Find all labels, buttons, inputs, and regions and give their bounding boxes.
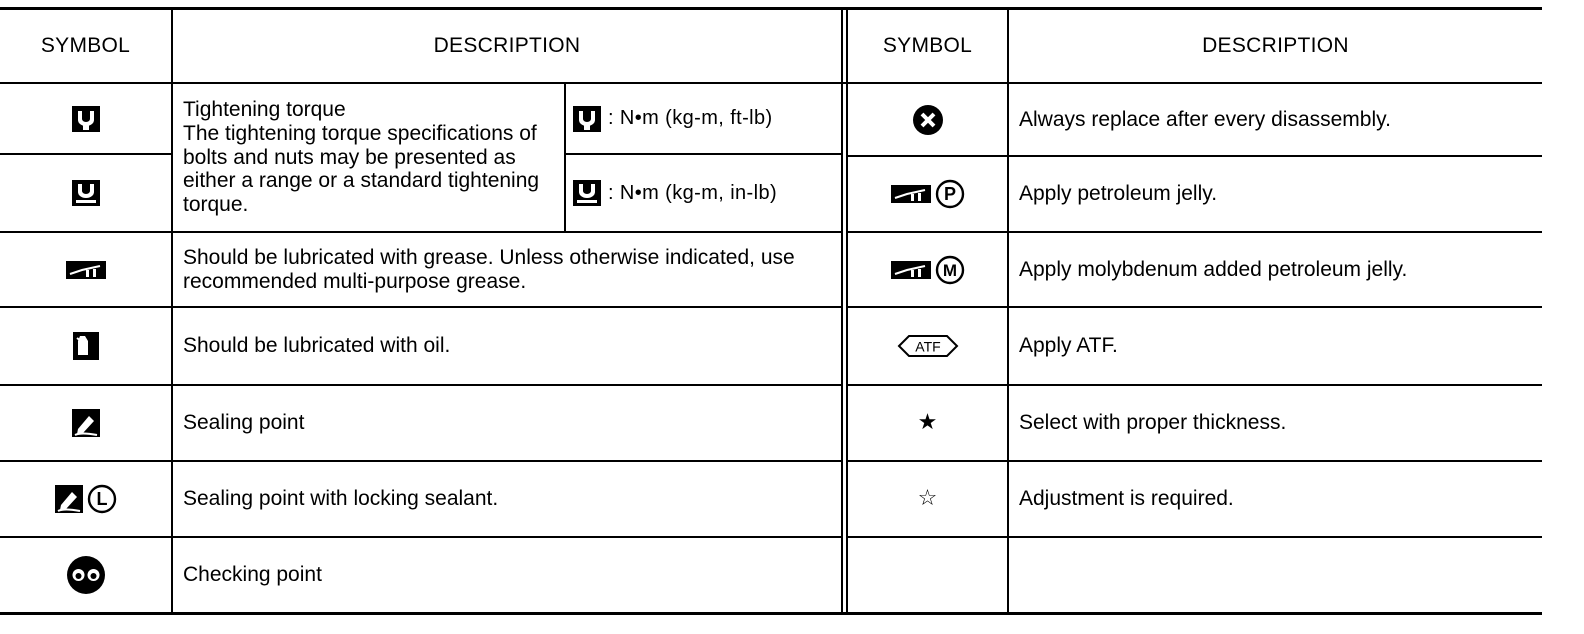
grease-icon xyxy=(66,261,106,279)
circled-letter-icon xyxy=(87,484,117,514)
molybdenum-symbol xyxy=(848,233,1007,306)
circled-letter-icon xyxy=(935,255,965,285)
sealing-locking-description: Sealing point with locking sealant. xyxy=(183,487,499,511)
torque-wrench-ft-lb-small-icon xyxy=(572,105,602,133)
circled-letter-p: P xyxy=(943,184,956,204)
sealant-icon xyxy=(72,409,100,437)
sealant-locking-icon xyxy=(55,485,83,513)
filled-star-icon: ★ xyxy=(917,410,938,436)
center-double-line xyxy=(841,8,843,614)
petroleum-description: Apply petroleum jelly. xyxy=(1019,182,1218,206)
left-description-header: DESCRIPTION xyxy=(433,34,581,58)
replace-description: Always replace after every disassembly. xyxy=(1019,107,1391,131)
atf-symbol xyxy=(848,308,1007,384)
sealing-symbol xyxy=(0,386,171,460)
circled-letter-m: M xyxy=(942,260,957,280)
grease-petroleum-icon xyxy=(891,185,931,203)
torque-wrench-in-lb-small-icon xyxy=(572,179,602,207)
molybdenum-description: Apply molybdenum added petroleum jelly. xyxy=(1019,257,1408,281)
outline-star-symbol xyxy=(848,462,1007,536)
torque-wrench-in-lb-icon xyxy=(71,179,101,207)
atf-icon xyxy=(897,334,959,358)
torque-ft-lb-symbol xyxy=(0,84,171,153)
torque-description-text: Tightening torque The tightening torque specifications of bolts and nuts may be presented as either a range or a standard tightening torque. xyxy=(183,97,540,217)
checking-symbol xyxy=(0,538,171,612)
checking-description: Checking point xyxy=(183,563,322,587)
oil-can-icon xyxy=(73,332,99,360)
atf-label: ATF xyxy=(914,338,941,355)
outline-star-description: Adjustment is required. xyxy=(1019,487,1234,511)
left-symbol-header: SYMBOL xyxy=(40,34,131,58)
petroleum-symbol xyxy=(848,157,1007,231)
torque-unit-in-lb-text: : N•m (kg-m, in-lb) xyxy=(608,181,778,204)
circled-letter-l: L xyxy=(96,489,107,509)
empty-description-cell xyxy=(1009,538,1549,612)
replace-symbol xyxy=(848,84,1007,155)
grease-description: Should be lubricated with grease. Unless otherwise indicated, use recommended multi-purpose grease. xyxy=(183,245,795,293)
replace-x-icon xyxy=(912,104,944,136)
torque-unit-ft-lb-text: : N•m (kg-m, ft-lb) xyxy=(608,107,773,130)
filled-star-symbol xyxy=(848,386,1007,460)
sealing-locking-symbol xyxy=(0,462,171,536)
torque-description xyxy=(173,84,564,231)
torque-in-lb-symbol xyxy=(0,155,171,231)
torque-unit-in-lb xyxy=(566,155,841,231)
torque-wrench-ft-lb-icon xyxy=(71,105,101,133)
torque-unit-ft-lb xyxy=(566,84,841,153)
atf-description: Apply ATF. xyxy=(1019,334,1118,358)
grease-molybdenum-icon xyxy=(891,261,931,279)
right-symbol-header: SYMBOL xyxy=(882,34,973,58)
oil-symbol xyxy=(0,308,171,384)
grease-symbol xyxy=(0,233,171,306)
empty-symbol-cell xyxy=(848,538,1007,612)
checking-point-icon xyxy=(66,555,106,595)
oil-description: Should be lubricated with oil. xyxy=(183,334,451,358)
filled-star-description: Select with proper thickness. xyxy=(1019,411,1287,435)
right-description-header: DESCRIPTION xyxy=(1202,34,1349,58)
sealing-description: Sealing point xyxy=(183,411,305,435)
outline-star-icon: ☆ xyxy=(917,486,938,512)
bottom-border xyxy=(0,612,1542,615)
circled-letter-icon xyxy=(935,179,965,209)
